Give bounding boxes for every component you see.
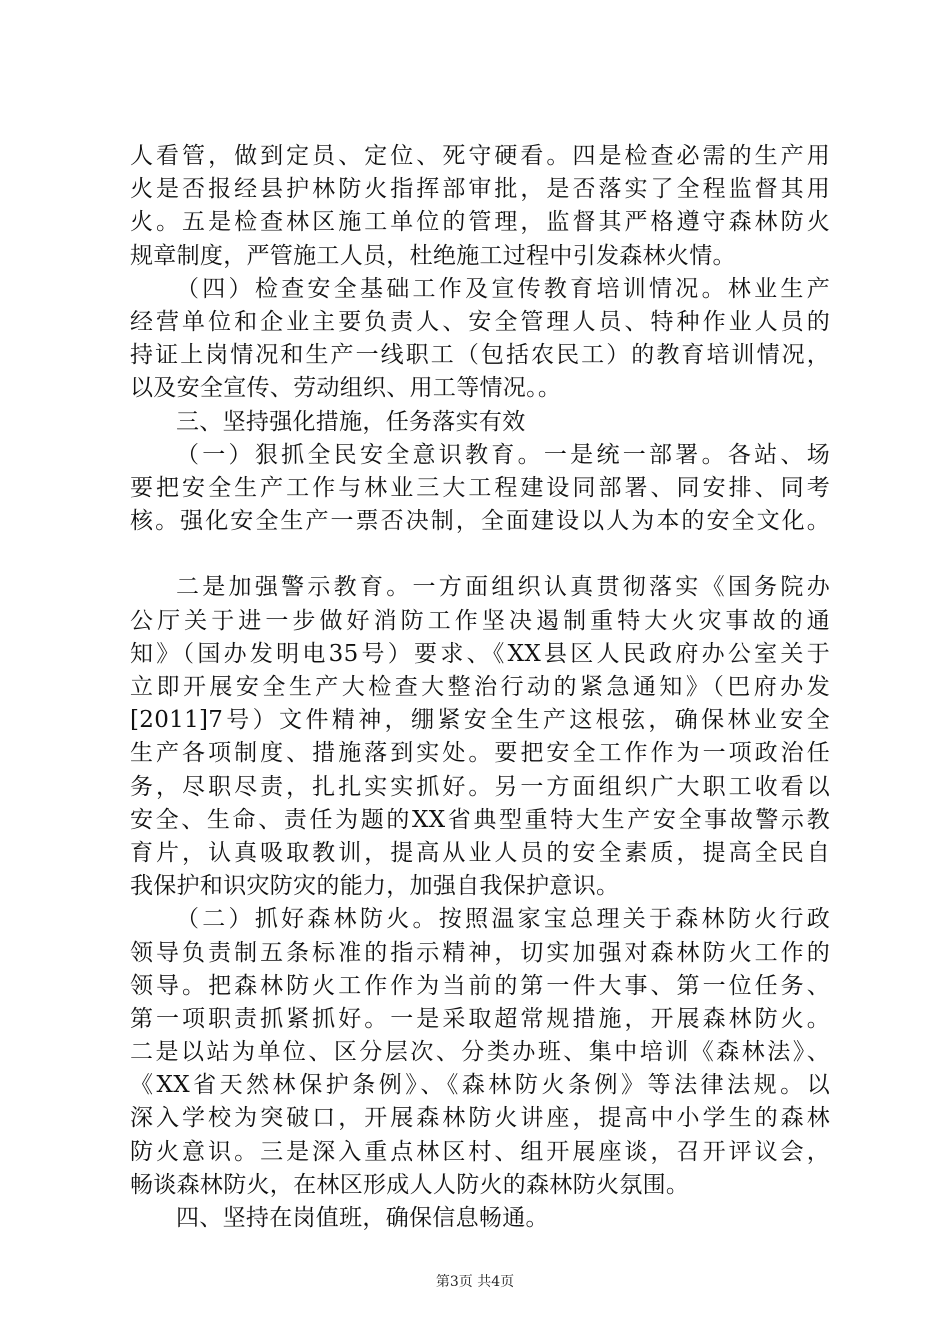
text-line: 火。五是检查林区施工单位的管理，监督其严格遵守森林防火 xyxy=(130,209,830,236)
text-line: （四）检查安全基础工作及宣传教育培训情况。林业生产 xyxy=(176,275,830,302)
text-line: 防火意识。三是深入重点林区村、组开展座谈，召开评议会， xyxy=(130,1138,830,1165)
blank-line xyxy=(130,538,830,571)
text-line: 立即开展安全生产大检查大整治行动的紧急通知》（巴府办发 xyxy=(130,674,830,700)
text-line: 核。强化安全生产一票否决制，全面建设以人为本的安全文化。 xyxy=(130,508,830,535)
page-footer: 第3页 共4页 xyxy=(435,1274,515,1290)
text-line: （二）抓好森林防火。按照温家宝总理关于森林防火行政 xyxy=(176,906,830,933)
text-line: 要把安全生产工作与林业三大工程建设同部署、同安排、同考 xyxy=(130,474,830,501)
text-line: 领导负责制五条标准的指示精神，切实加强对森林防火工作的 xyxy=(130,939,830,966)
text-line: 我保护和识灾防灾的能力，加强自我保护意识。 xyxy=(130,873,620,900)
text-line: 第一项职责抓紧抓好。一是采取超常规措施，开展森林防火。 xyxy=(130,1005,830,1032)
text-line: 人看管，做到定员、定位、死守硬看。四是检查必需的生产用 xyxy=(130,143,830,169)
text-line: 四、坚持在岗值班，确保信息畅通。 xyxy=(176,1205,549,1231)
text-line: 畅谈森林防火，在林区形成人人防火的森林防火氛围。 xyxy=(130,1171,690,1198)
text-line: 生产各项制度、措施落到实处。要把安全工作作为一项政治任 xyxy=(130,740,830,767)
text-line: 火是否报经县护林防火指挥部审批，是否落实了全程监督其用 xyxy=(130,176,830,203)
text-line: 深入学校为突破口，开展森林防火讲座，提高中小学生的森林 xyxy=(130,1105,830,1132)
text-line: 二是以站为单位、区分层次、分类办班、集中培训《森林法》、 xyxy=(130,1039,830,1066)
text-line: 育片，认真吸取教训，提高从业人员的安全素质，提高全民自 xyxy=(130,839,830,866)
text-line: 《XX省天然林保护条例》、《森林防火条例》等法律法规。以 xyxy=(130,1072,830,1099)
text-line: 持证上岗情况和生产一线职工（包括农民工）的教育培训情况， xyxy=(130,342,830,369)
text-line: 知》（国办发明电35号）要求、《XX县区人民政府办公室关于 xyxy=(130,640,830,667)
text-line: [2011]7号）文件精神，绷紧安全生产这根弦，确保林业安全 xyxy=(130,707,830,734)
text-line: 二是加强警示教育。一方面组织认真贯彻落实《国务院办 xyxy=(176,574,830,601)
text-line: 领导。把森林防火工作作为当前的第一件大事、第一位任务、 xyxy=(130,972,830,999)
text-line: 以及安全宣传、劳动组织、用工等情况。。 xyxy=(130,375,562,402)
text-line: （一）狠抓全民安全意识教育。一是统一部署。各站、场 xyxy=(176,441,830,468)
document-body xyxy=(130,140,830,1235)
text-line: 经营单位和企业主要负责人、安全管理人员、特种作业人员的 xyxy=(130,308,830,335)
text-line: 规章制度，严管施工人员，杜绝施工过程中引发森林火情。 xyxy=(130,242,736,269)
text-line: 三、坚持强化措施，任务落实有效 xyxy=(176,408,526,435)
text-line: 务，尽职尽责，扎扎实实抓好。另一方面组织广大职工收看以 xyxy=(130,773,830,800)
text-line: 安全、生命、责任为题的XX省典型重特大生产安全事故警示教 xyxy=(130,806,830,833)
text-line: 公厅关于进一步做好消防工作坚决遏制重特大火灾事故的通 xyxy=(130,607,830,634)
